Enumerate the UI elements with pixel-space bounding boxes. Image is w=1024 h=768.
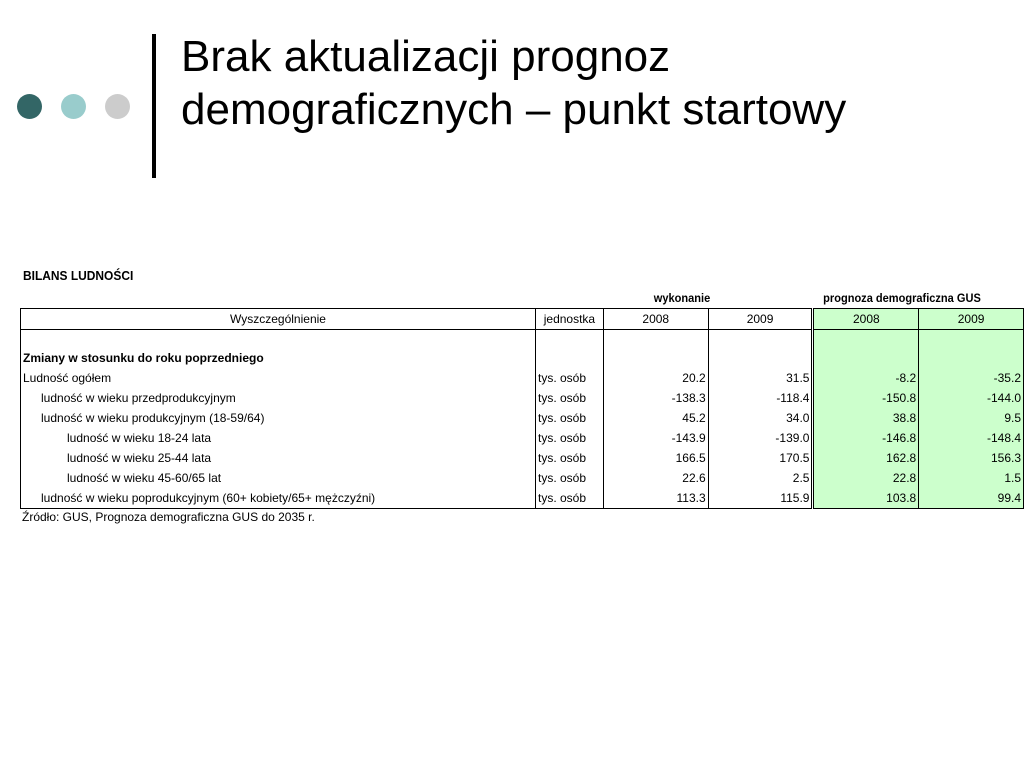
row-label: ludność w wieku 18-24 lata [21, 428, 536, 448]
table-row [21, 448, 1024, 468]
row-actual-2009: 34.0 [708, 408, 813, 428]
row-actual-2009: 170.5 [708, 448, 813, 468]
table-row [21, 408, 1024, 428]
row-forecast-2008: -8.2 [813, 368, 919, 388]
col-header-actual-2009: 2009 [708, 309, 813, 330]
row-unit: tys. osób [535, 468, 603, 488]
decor-dot-dark [17, 94, 42, 119]
row-actual-2009: 115.9 [708, 488, 813, 509]
row-unit: tys. osób [535, 388, 603, 408]
row-forecast-2008: -146.8 [813, 428, 919, 448]
table-row [21, 468, 1024, 488]
col-header-actual-2008: 2008 [603, 309, 708, 330]
table-row [21, 368, 1024, 388]
row-unit: tys. osób [535, 428, 603, 448]
section-row [21, 348, 1024, 368]
table-spacer-row [21, 330, 1024, 349]
table-row [21, 428, 1024, 448]
row-forecast-2008: 103.8 [813, 488, 919, 509]
col-header-forecast-2009: 2009 [919, 309, 1024, 330]
section-label: Zmiany w stosunku do roku poprzedniego [21, 348, 536, 368]
row-actual-2009: -139.0 [708, 428, 813, 448]
row-forecast-2009: 156.3 [919, 448, 1024, 468]
row-unit: tys. osób [535, 408, 603, 428]
row-label: ludność w wieku produkcyjnym (18-59/64) [21, 408, 536, 428]
row-actual-2008: -138.3 [603, 388, 708, 408]
group-header-forecast: prognoza demograficzna GUS [823, 291, 981, 305]
row-label: ludność w wieku 45-60/65 lat [21, 468, 536, 488]
row-actual-2009: 31.5 [708, 368, 813, 388]
table-header-row [21, 309, 1024, 330]
table-row [21, 488, 1024, 509]
row-forecast-2008: -150.8 [813, 388, 919, 408]
row-actual-2008: 113.3 [603, 488, 708, 509]
table-row [21, 388, 1024, 408]
slide-title: Brak aktualizacji prognoz demograficznych – punkt startowy [181, 32, 847, 134]
col-header-forecast-2008: 2008 [813, 309, 919, 330]
row-forecast-2008: 38.8 [813, 408, 919, 428]
col-header-unit: jednostka [535, 309, 603, 330]
population-balance-table [20, 308, 1024, 509]
row-forecast-2008: 162.8 [813, 448, 919, 468]
row-forecast-2009: -144.0 [919, 388, 1024, 408]
row-unit: tys. osób [535, 368, 603, 388]
decor-dot-teal [61, 94, 86, 119]
row-forecast-2009: 1.5 [919, 468, 1024, 488]
col-header-description: Wyszczególnienie [21, 309, 536, 330]
decor-dot-gray [105, 94, 130, 119]
row-actual-2008: 166.5 [603, 448, 708, 468]
row-label: ludność w wieku 25-44 lata [21, 448, 536, 468]
row-forecast-2009: -35.2 [919, 368, 1024, 388]
table-caption: BILANS LUDNOŚCI [23, 268, 134, 283]
row-actual-2008: 20.2 [603, 368, 708, 388]
row-label: Ludność ogółem [21, 368, 536, 388]
row-actual-2009: 2.5 [708, 468, 813, 488]
row-forecast-2008: 22.8 [813, 468, 919, 488]
row-unit: tys. osób [535, 448, 603, 468]
row-label: ludność w wieku przedprodukcyjnym [21, 388, 536, 408]
row-label: ludność w wieku poprodukcyjnym (60+ kobiety/65+ mężczyźni) [21, 488, 536, 509]
source-note: Źródło: GUS, Prognoza demograficzna GUS do 2035 r. [22, 510, 315, 524]
row-actual-2009: -118.4 [708, 388, 813, 408]
row-actual-2008: -143.9 [603, 428, 708, 448]
title-divider [152, 34, 156, 178]
row-actual-2008: 22.6 [603, 468, 708, 488]
row-forecast-2009: 99.4 [919, 488, 1024, 509]
row-forecast-2009: 9.5 [919, 408, 1024, 428]
row-unit: tys. osób [535, 488, 603, 509]
row-forecast-2009: -148.4 [919, 428, 1024, 448]
group-header-actual: wykonanie [653, 291, 711, 305]
row-actual-2008: 45.2 [603, 408, 708, 428]
